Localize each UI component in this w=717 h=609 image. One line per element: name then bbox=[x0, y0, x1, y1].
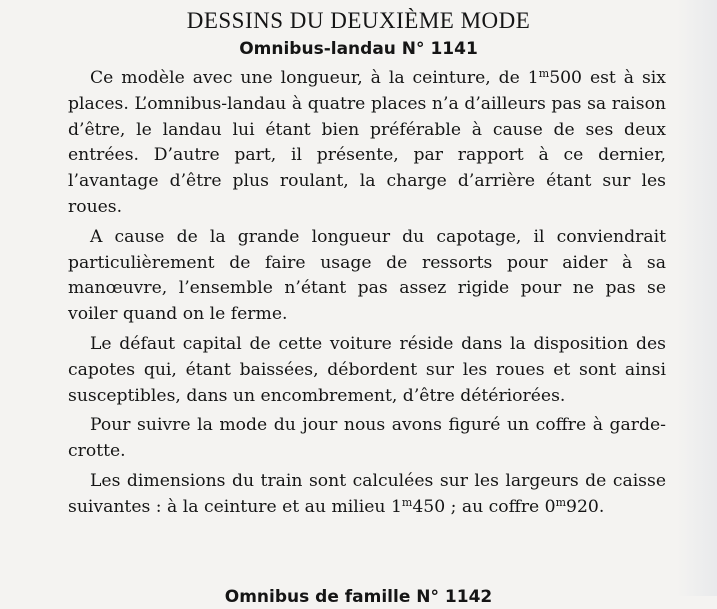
paragraph-2: A cause de la grande longueur du capotage, il conviendrait particulièrement de faire usage de ressorts pour aider à sa manœuvre, l’ensemble n’étant pas assez rigide pour ne pas se voiler quand on le ferme. bbox=[68, 226, 666, 325]
paragraph-1-text-a: Ce modèle avec une longueur, à la ceinture, de 1 bbox=[90, 68, 539, 88]
paragraph-1 bbox=[68, 66, 666, 221]
meter-superscript: m bbox=[555, 495, 567, 509]
page-heading: DESSINS DU DEUXIÈME MODE bbox=[186, 8, 531, 33]
meter-superscript: m bbox=[401, 495, 413, 509]
meter-superscript: m bbox=[538, 67, 550, 80]
section-title: Omnibus-landau N° 1141 bbox=[239, 39, 478, 59]
next-section-title: Omnibus de famille N° 1142 bbox=[224, 587, 493, 607]
body-text bbox=[68, 66, 666, 525]
scan-edge-shading bbox=[677, 0, 717, 596]
paragraph-5-text-b: 450 ; au coffre 0 bbox=[412, 496, 556, 517]
paragraph-1-text-b: 500 est à six places. L’omnibus-landau à quatre places n’a d’ailleurs pas sa raison d’être, le landau lui étant bien préférable à cause de ses deux entrées. D’autre part, il présente, par rapport à ce dernier, l’avantage d’être plus roulant, la charge d’arrière étant sur les roues. bbox=[68, 68, 667, 217]
paragraph-5 bbox=[68, 469, 666, 521]
paragraph-3: Le défaut capital de cette voiture réside dans la disposition des capotes qui, étant baissées, débordent sur les roues et sont ainsi susceptibles, dans un encombrement, d’être détériorées. bbox=[68, 333, 666, 406]
paragraph-4: Pour suivre la mode du jour nous avons figuré un coffre à garde-crotte. bbox=[68, 415, 666, 462]
paragraph-5-text-a: Les dimensions du train sont calculées sur les largeurs de caisse suivantes : à la ceinture et au milieu 1 bbox=[68, 470, 666, 517]
paragraph-5-text-c: 920. bbox=[566, 496, 605, 517]
